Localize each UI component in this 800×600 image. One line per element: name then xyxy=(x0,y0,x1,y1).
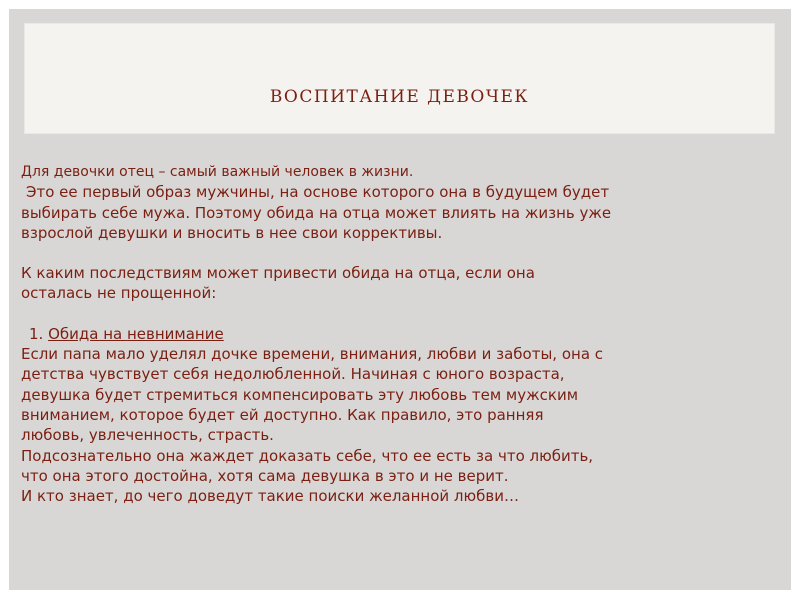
body-line: Если папа мало уделял дочке времени, внимания, любви и заботы, она с xyxy=(21,345,604,364)
body-line: девушка будет стремиться компенсировать эту любовь тем мужским xyxy=(21,385,579,404)
body-line: осталась не прощенной: xyxy=(21,284,217,303)
body-line: любовь, увлеченность, страсть. xyxy=(21,426,274,445)
body-line: Это ее первый образ мужчины, на основе которого она в будущем будет xyxy=(26,183,610,202)
body-line: К каким последствиям может привести обида на отца, если она xyxy=(21,264,535,283)
list-item-number: 1. xyxy=(29,324,44,343)
title-panel xyxy=(24,23,775,134)
paragraph-gap xyxy=(21,243,781,263)
body-line: Для девочки отец – самый важный человек в жизни. xyxy=(21,164,414,180)
paragraph-gap xyxy=(21,304,781,324)
body-line: что она этого достойна, хотя сама девушка в это и не верит. xyxy=(21,466,509,485)
body-line: И кто знает, до чего доведут такие поиски желанной любви… xyxy=(21,487,519,506)
list-item-heading xyxy=(21,324,781,344)
slide-body xyxy=(21,162,781,506)
body-line: выбирать себе мужа. Поэтому обида на отца может влиять на жизнь уже xyxy=(21,203,612,222)
body-line: Подсознательно она жаждет доказать себе, что ее есть за что любить, xyxy=(21,446,594,465)
body-line: детства чувствует себя недолюбленной. Начиная с юного возраста, xyxy=(21,365,565,384)
list-item-title: Обида на невнимание xyxy=(48,324,224,343)
body-line: взрослой девушки и вносить в нее свои коррективы. xyxy=(21,223,443,242)
slide-title: ВОСПИТАНИЕ ДЕВОЧЕК xyxy=(269,87,530,107)
body-line: вниманием, которое будет ей доступно. Как правило, это ранняя xyxy=(21,405,544,424)
